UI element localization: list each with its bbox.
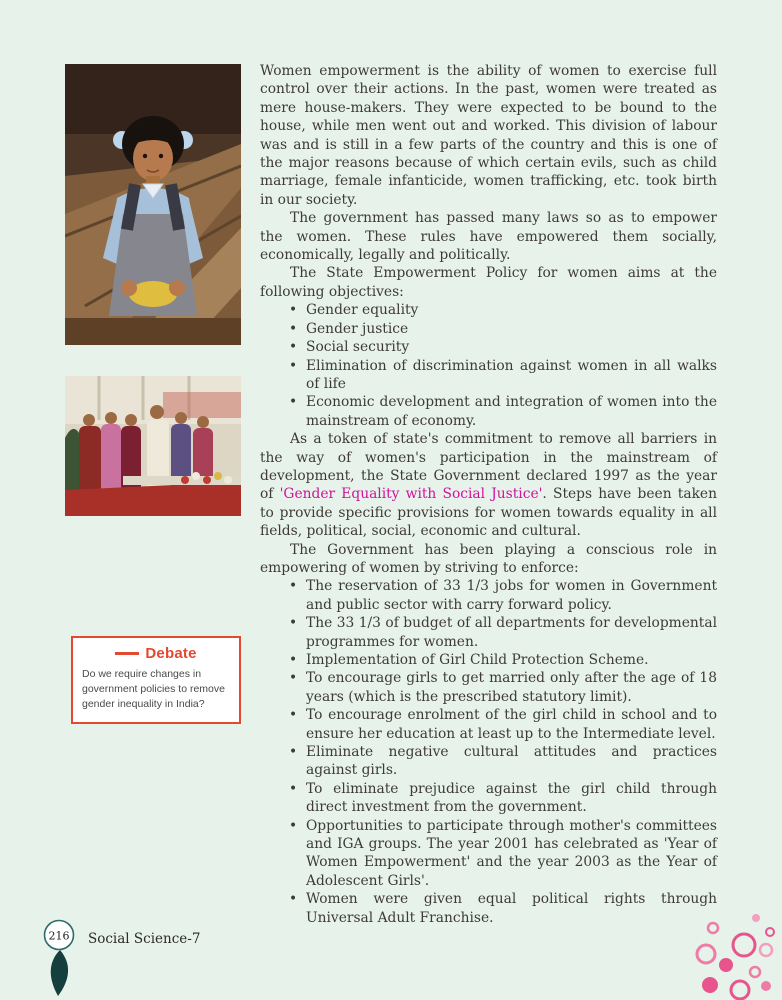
objectives-list xyxy=(260,301,717,430)
list-item: • To eliminate prejudice against the girl child through direct investment from the government. xyxy=(260,780,717,817)
paragraph-enforce-intro: The Government has been playing a conscious role in empowering of women by striving to enforce: xyxy=(260,541,717,576)
list-item: • Economic development and integration of women into the mainstream of economy. xyxy=(260,393,717,430)
footer-subject-label: Social Science-7 xyxy=(88,931,201,947)
paragraph-state-commitment xyxy=(260,430,717,540)
debate-question: Do we require changes in government policies to remove gender inequality in India? xyxy=(82,668,225,710)
paragraph-policy-intro: The State Empowerment Policy for women aims at the following objectives: xyxy=(260,265,717,300)
paragraph-text: As a token of state's commitment to remove all barriers in the way of women's participation in the mainstream of development, the State Government declared 1997 as the year of xyxy=(260,431,717,503)
list-item: • Gender justice xyxy=(260,320,717,338)
highlighted-phrase: 'Gender Equality with Social Justice' xyxy=(279,486,543,503)
list-item: • The reservation of 33 1/3 jobs for women in Government and public sector with carry forward policy. xyxy=(260,577,717,614)
debate-title: Debate xyxy=(145,645,197,662)
list-item: • Opportunities to participate through mother's committees and IGA groups. The year 2001 has celebrated as 'Year of Women Empowerment' and the year 2003 as the Year of Adolescent Girls'. xyxy=(260,817,717,891)
list-item: • The 33 1/3 of budget of all departments for developmental programmes for women. xyxy=(260,614,717,651)
schoolgirl-photo-illustration xyxy=(65,64,241,345)
schoolgirl-photo xyxy=(65,64,241,345)
enforce-list xyxy=(260,577,717,927)
page-number: 216 xyxy=(48,929,70,943)
list-item: • To encourage enrolment of the girl child in school and to ensure her education at least up to the Intermediate level. xyxy=(260,706,717,743)
list-item: • Elimination of discrimination against women in all walks of life xyxy=(260,357,717,394)
list-item: • Social security xyxy=(260,338,717,356)
debate-header xyxy=(82,645,230,662)
circles-pattern-icon xyxy=(664,886,782,1000)
decorative-circles xyxy=(664,886,782,1000)
list-item: • Implementation of Girl Child Protection Scheme. xyxy=(260,651,717,669)
list-item: • Gender equality xyxy=(260,301,717,319)
list-item: • Women were given equal political rights through Universal Adult Franchise. xyxy=(260,890,717,927)
debate-dash-icon xyxy=(115,652,139,655)
paragraph-text: . Steps have been taken to provide specific provisions for women towards equality in all fields, political, social, economic and cultural. xyxy=(260,486,717,540)
body-text-column xyxy=(260,62,717,927)
ceremony-photo-illustration xyxy=(65,376,241,516)
debate-box xyxy=(71,636,241,724)
list-item: • Eliminate negative cultural attitudes and practices against girls. xyxy=(260,743,717,780)
ceremony-photo xyxy=(65,376,241,516)
paragraph-women-empowerment: Women empowerment is the ability of women to exercise full control over their actions. In the past, women were treated as mere house-makers. They were expected to be bound to the house, while men went out and worked. This division of labour was and is still in a few parts of the country and this is one of the major reasons because of which certain evils, such as child marriage, female infanticide, women trafficking, etc. took birth in our society. xyxy=(260,63,717,208)
list-item: • To encourage girls to get married only after the age of 18 years (which is the prescribed statutory limit). xyxy=(260,669,717,706)
paragraph-government-laws: The government has passed many laws so as to empower the women. These rules have empowered them socially, economically, legally and politically. xyxy=(260,210,717,264)
page-number-badge xyxy=(42,918,78,998)
page-badge-graphic xyxy=(42,918,78,998)
